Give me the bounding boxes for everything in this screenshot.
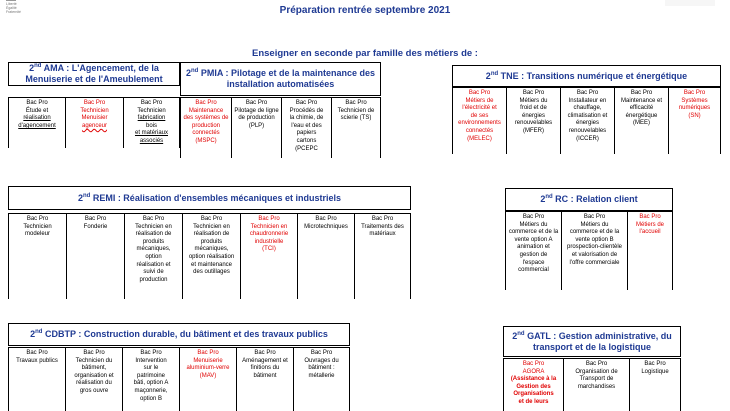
family-header-gatl: 2nd GATL : Gestion administrative, du transport et de la logistique	[503, 326, 681, 357]
family-header-rc: 2nd RC : Relation client	[505, 188, 673, 211]
family-row-tne	[452, 87, 721, 154]
program-cell: Bac Pro Menuiserie aluminium-verre (MAV)	[179, 348, 236, 411]
program-cell: Bac Pro Pilotage de ligne de production (PLP)	[231, 98, 281, 158]
program-cell: Bac Pro Ouvrages du bâtiment : métallerie	[293, 348, 350, 411]
family-row-gatl	[503, 358, 681, 411]
family-row-remi	[8, 213, 411, 299]
program-cell: Bac Pro Fonderie	[66, 214, 124, 299]
program-cell: Bac Pro Maintenance des systèmes de production connectés (MSPC)	[180, 98, 231, 158]
family-row-pmia	[180, 97, 381, 158]
program-cell: Bac Pro Microtechniques	[297, 214, 354, 299]
program-cell: Bac Pro Étude et réalisation d'agencement	[8, 98, 65, 148]
family-header-ama: 2nd AMA : L'Agencement, de la Menuiserie et de l'Ameublement	[8, 62, 180, 86]
page-title: Préparation rentrée septembre 2021	[279, 5, 451, 16]
program-cell: Bac Pro Métiers de l'électricité et de ses environnements connectés (MELEC)	[452, 88, 506, 154]
program-cell: Bac Pro Aménagement et finitions du bâtiment	[236, 348, 293, 411]
program-cell: Bac Pro Traitements des matériaux	[354, 214, 411, 299]
program-cell: Bac Pro Organisation de Transport de marchandises	[563, 359, 629, 411]
program-cell: Bac Pro Métiers du commerce et de la vente option B prospection-clientèle et valorisation de l'offre commerciale	[561, 212, 627, 290]
family-header-pmia: 2nd PMIA : Pilotage et de la maintenance des installation automatisées	[180, 62, 381, 96]
program-cell: Bac Pro Technicien du bâtiment, organisation et réalisation du gros ouvre	[65, 348, 122, 411]
program-cell: Bac Pro Métiers du commerce et de la vente option A animation et gestion de l'espace commercial	[505, 212, 561, 290]
family-row-ama	[8, 97, 180, 148]
program-cell: Bac Pro AGORA (Assistance à la Gestion des Organisations et de leurs	[503, 359, 563, 411]
program-cell: Bac Pro Technicien fabrication bois et matériaux associés	[123, 98, 180, 148]
program-cell: Bac Pro Technicien en chaudronnerie industrielle (TCI)	[240, 214, 297, 299]
program-cell: Bac Pro Travaux publics	[8, 348, 65, 411]
program-cell: Bac Pro Technicien de scierie (TS)	[331, 98, 381, 158]
family-header-cdbtp: 2nd CDBTP : Construction durable, du bâtiment et des travaux publics	[8, 323, 350, 346]
family-row-cdbtp	[8, 347, 350, 411]
family-header-remi: 2nd REMI : Réalisation d'ensembles mécaniques et industriels	[8, 186, 411, 210]
family-header-tne: 2nd TNE : Transitions numérique et énergétique	[452, 65, 721, 87]
program-cell: Bac Pro Métiers du froid et de énergies renouvelables (MFER)	[506, 88, 560, 154]
program-cell: Bac Pro Systèmes numériques (SN)	[668, 88, 721, 154]
program-cell: Bac Pro Technicien en réalisation de produits mécaniques, option réalisation et maintenance des outillages	[182, 214, 240, 299]
program-cell: Bac Pro Intervention sur le patrimoine bâti, option A maçonnerie, option B	[122, 348, 179, 411]
program-cell: Bac Pro Logistique	[629, 359, 681, 411]
main-heading: Enseigner en seconde par famille des métiers de :	[252, 48, 478, 59]
program-cell: Bac Pro Technicien Menuisier agenceur	[65, 98, 123, 148]
program-cell: Bac Pro Installateur en chauffage, climatisation et énergies renouvelables (ICCER)	[560, 88, 614, 154]
family-row-rc	[505, 211, 673, 290]
program-cell: Bac Pro Technicien modeleur	[8, 214, 66, 299]
program-cell: Bac Pro Métiers de l'accueil	[627, 212, 673, 290]
program-cell: Bac Pro Procédés de la chimie, de l'eau et des papiers cartons (PCEPC	[281, 98, 331, 158]
program-cell: Bac Pro Technicien en réalisation de produits mécaniques, option réalisation et suivi de production	[124, 214, 182, 299]
republic-logo: Liberté Égalité Fraternité	[6, 2, 21, 14]
program-cell: Bac Pro Maintenance et efficacité énergétique (MEE)	[614, 88, 668, 154]
